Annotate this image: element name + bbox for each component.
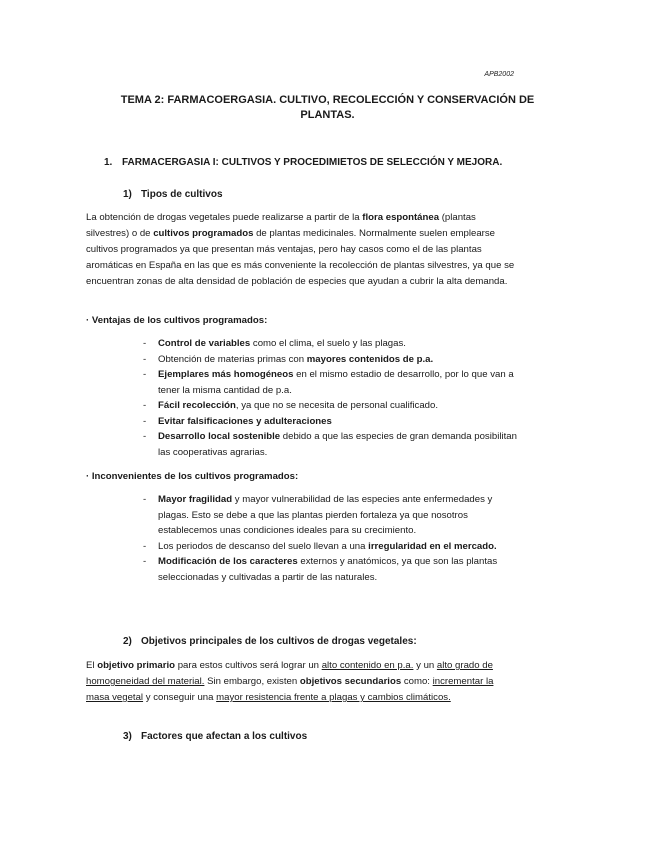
list-item: - Ejemplares más homogéneos en el mismo estadio de desarrollo, por lo que van a tener la misma cantidad de p.a. bbox=[143, 369, 514, 396]
list-item: - Control de variables como el clima, el suelo y las plagas. bbox=[143, 338, 406, 349]
list-item: - Desarrollo local sostenible debido a que las especies de gran demanda posibilitan las cooperativas agrarias. bbox=[143, 431, 517, 458]
ventajas-heading: · Ventajas de los cultivos programados: bbox=[86, 315, 268, 326]
section-1-heading bbox=[104, 157, 502, 168]
p1-bold-cultivos: cultivos programados bbox=[153, 228, 254, 239]
section-1-number: 1. bbox=[104, 157, 113, 168]
subsection-1-heading bbox=[123, 189, 223, 200]
subsection-1-title: Tipos de cultivos bbox=[141, 189, 223, 200]
document-title bbox=[80, 93, 575, 123]
subsection-1-paragraph bbox=[86, 210, 516, 290]
list-item: - Mayor fragilidad y mayor vulnerabilidad de las especies ante enfermedades y plagas. Esto se debe a que las plantas pierden fortaleza ya que nosotros establecemos unas condiciones ideales para su crecimiento. bbox=[143, 494, 493, 536]
subsection-1-number: 1) bbox=[123, 189, 132, 200]
document-tag: APB2002 bbox=[484, 71, 514, 78]
ventajas-list bbox=[143, 336, 523, 460]
title-line-2: PLANTAS. bbox=[300, 109, 355, 121]
subsection-3-number: 3) bbox=[123, 731, 132, 742]
p1-text-e: de plantas medicinales. Normalmente suelen emplearse cultivos programados ya que presentan más ventajas, pero hay casos como el de las plantas aromáticas en España en las que es más conveniente la recolección de plantas silvestres, ya que se encuentran zonas de alta densidad de población de especies que ayudan a cubrir la alta demanda. bbox=[86, 228, 515, 287]
p1-text-a: La obtención de drogas vegetales puede realizarse a partir de la bbox=[86, 212, 363, 223]
list-item: - Fácil recolección, ya que no se necesita de personal cualificado. bbox=[143, 400, 438, 411]
subsection-2-heading bbox=[123, 636, 417, 647]
subsection-2-title: Objetivos principales de los cultivos de drogas vegetales: bbox=[141, 636, 417, 647]
subsection-3-heading bbox=[123, 731, 307, 742]
inconvenientes-list bbox=[143, 492, 523, 585]
inconvenientes-heading: · Inconvenientes de los cultivos programados: bbox=[86, 471, 299, 482]
subsection-2-number: 2) bbox=[123, 636, 132, 647]
p1-text-c: (plantas silvestres) o de bbox=[86, 212, 476, 239]
subsection-2-paragraph: El objetivo primario para estos cultivos será lograr un alto contenido en p.a. y un alto grado de homogeneidad del material. Sin embargo, existen objetivos secundarios como: incrementar la masa vegetal y conseguir una mayor resistencia frente a plagas y cambios climáticos. bbox=[86, 660, 494, 703]
list-item: - Modificación de los caracteres externos y anatómicos, ya que son las plantas seleccionadas y cultivadas a partir de las naturales. bbox=[143, 556, 498, 583]
list-item: - Obtención de materias primas con mayores contenidos de p.a. bbox=[143, 353, 434, 365]
section-1-title: FARMACERGASIA I: CULTIVOS Y PROCEDIMIETOS DE SELECCIÓN Y MEJORA. bbox=[122, 157, 503, 168]
list-item: - Los periodos de descanso del suelo llevan a una irregularidad en el mercado. bbox=[143, 540, 497, 552]
title-line-1: TEMA 2: FARMACOERGASIA. CULTIVO, RECOLECCIÓN Y CONSERVACIÓN DE bbox=[120, 94, 535, 106]
p1-bold-flora: flora espontánea bbox=[362, 212, 440, 223]
list-item: - Evitar falsificaciones y adulteraciones bbox=[143, 415, 332, 427]
subsection-3-title: Factores que afectan a los cultivos bbox=[141, 731, 308, 742]
